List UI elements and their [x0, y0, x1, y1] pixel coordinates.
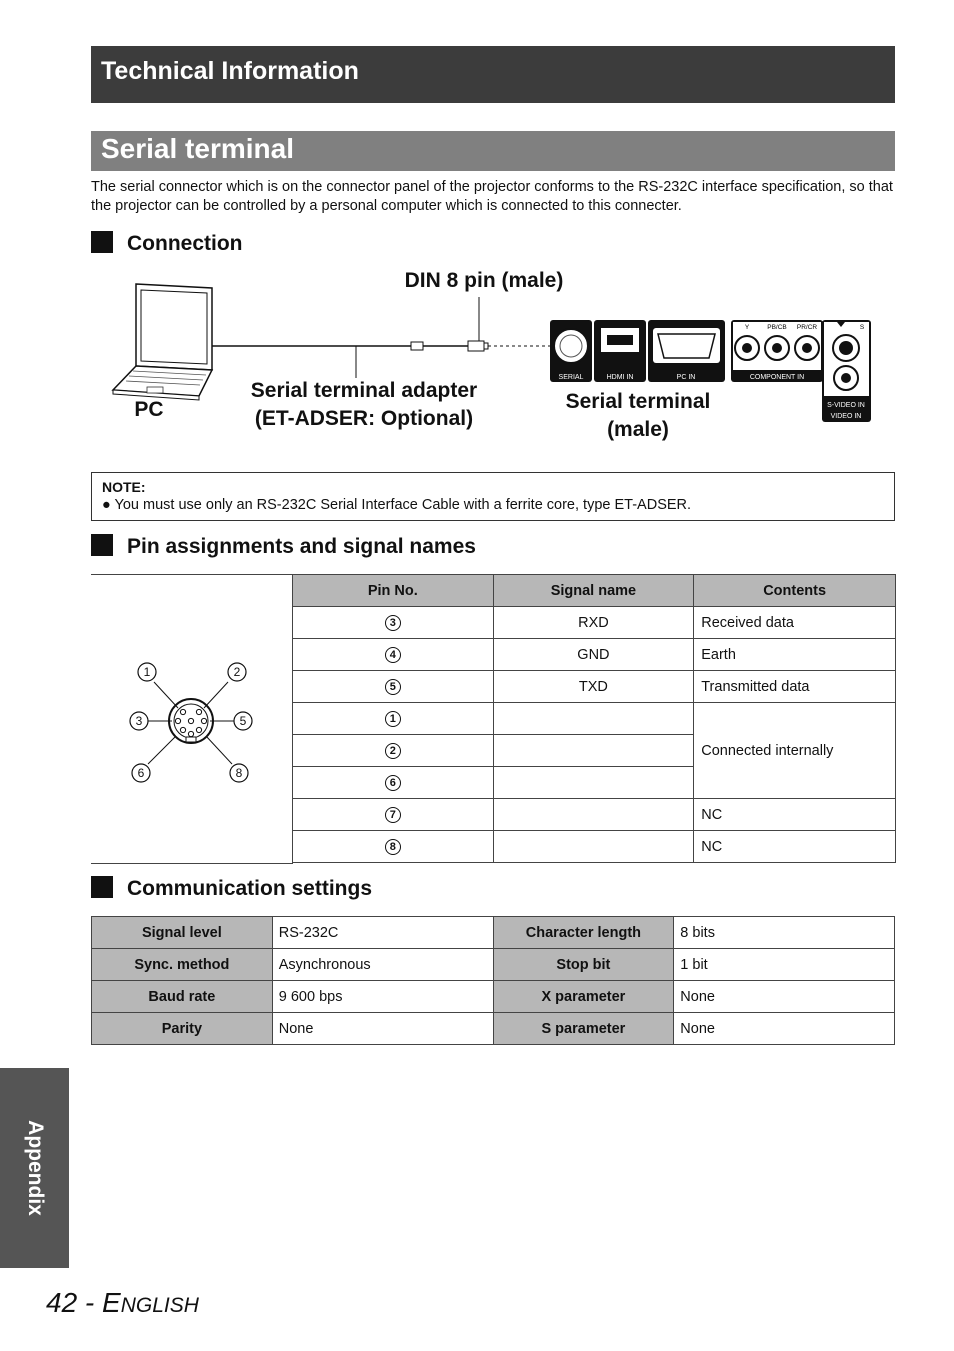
pin-contents: Received data [694, 607, 896, 639]
table-row [92, 1013, 895, 1045]
setting-value: None [674, 981, 895, 1013]
svg-text:2: 2 [233, 665, 241, 679]
pin-table [292, 574, 896, 863]
svg-text:PR/CR: PR/CR [796, 324, 818, 331]
pc-in-port [648, 320, 725, 382]
pc-in-port-label: PC IN [676, 374, 696, 381]
page-title: Serial terminal [91, 131, 895, 171]
square-bullet-icon [91, 231, 113, 253]
table-row [293, 607, 896, 639]
table-header-row [293, 575, 896, 607]
pin-contents: Earth [694, 639, 896, 671]
setting-value: 8 bits [674, 917, 895, 949]
pin-number: 8 [385, 839, 401, 855]
table-row [92, 949, 895, 981]
pin-contents: NC [694, 831, 896, 863]
page-number: 42 - ENGLISH [46, 1287, 199, 1318]
note-box [91, 472, 895, 521]
setting-value: None [674, 1013, 895, 1045]
setting-label: Parity [92, 1013, 273, 1045]
setting-label: Stop bit [493, 949, 674, 981]
connection-heading: Connection [91, 231, 243, 256]
setting-value: 1 bit [674, 949, 895, 981]
pin-number: 3 [385, 615, 401, 631]
appendix-side-tab[interactable] [0, 1068, 69, 1268]
svg-text:3: 3 [135, 714, 143, 728]
header-signal-name: Signal name [493, 575, 694, 607]
table-row [92, 981, 895, 1013]
hdmi-port [594, 320, 646, 382]
svideo-port-label: S-VIDEO IN [827, 402, 865, 409]
video-port-label: VIDEO IN [830, 413, 862, 420]
component-port-label: COMPONENT IN [749, 374, 805, 381]
pin-contents: NC [694, 799, 896, 831]
pin-contents: Connected internally [694, 703, 896, 799]
pin-number: 4 [385, 647, 401, 663]
hdmi-port-label: HDMI IN [606, 374, 634, 381]
setting-label: X parameter [493, 981, 674, 1013]
pin-number: 7 [385, 807, 401, 823]
signal-name [493, 831, 694, 863]
svg-text:1: 1 [143, 665, 151, 679]
adapter-label: Serial terminal adapter (ET-ADSER: Optional) [250, 379, 478, 430]
svideo-port [822, 320, 871, 422]
signal-name [493, 799, 694, 831]
pin-heading: Pin assignments and signal names [91, 534, 476, 559]
comm-table [91, 916, 895, 1045]
header-contents: Contents [694, 575, 896, 607]
setting-label: Sync. method [92, 949, 273, 981]
intro-paragraph: The serial connector which is on the connector panel of the projector conforms to the RS-232C interface specification, so that the projector can be controlled by a personal computer which is connected to this connecter. [91, 179, 893, 214]
divider [91, 574, 293, 575]
pc-label: PC [134, 398, 164, 421]
table-row [293, 639, 896, 671]
cable [212, 297, 551, 378]
note-text: ● You must use only an RS-232C Serial Interface Cable with a ferrite core, type ET-ADSER. [102, 497, 692, 513]
component-port [731, 320, 823, 382]
setting-label: S parameter [493, 1013, 674, 1045]
din8-pin-diagram [120, 650, 270, 800]
setting-value: 9 600 bps [272, 981, 493, 1013]
pin-number: 5 [385, 679, 401, 695]
din-label: DIN 8 pin (male) [404, 269, 564, 292]
setting-label: Baud rate [92, 981, 273, 1013]
pin-number: 2 [385, 743, 401, 759]
header-pin-no: Pin No. [293, 575, 494, 607]
svg-text:PB/CB: PB/CB [767, 324, 787, 331]
pin-number: 1 [385, 711, 401, 727]
svg-text:8: 8 [235, 766, 243, 780]
laptop-icon [113, 284, 212, 400]
comm-heading: Communication settings [91, 876, 372, 901]
serial-terminal-label: Serial terminal (male) [565, 390, 711, 441]
signal-name [493, 703, 694, 735]
side-tab-label: Appendix [23, 1120, 47, 1216]
setting-value: Asynchronous [272, 949, 493, 981]
table-row [293, 831, 896, 863]
signal-name: GND [493, 639, 694, 671]
svg-text:6: 6 [137, 766, 145, 780]
svg-text:S: S [859, 324, 865, 331]
setting-label: Character length [493, 917, 674, 949]
pin-contents: Transmitted data [694, 671, 896, 703]
serial-port [550, 320, 592, 382]
setting-value: RS-232C [272, 917, 493, 949]
setting-value: None [272, 1013, 493, 1045]
signal-name: RXD [493, 607, 694, 639]
square-bullet-icon [91, 534, 113, 556]
table-row [92, 917, 895, 949]
svg-text:Y: Y [744, 324, 750, 331]
table-row [293, 703, 896, 735]
setting-label: Signal level [92, 917, 273, 949]
svg-text:5: 5 [239, 714, 247, 728]
table-row [293, 671, 896, 703]
signal-name [493, 767, 694, 799]
pin-number: 6 [385, 775, 401, 791]
square-bullet-icon [91, 876, 113, 898]
section-header: Technical Information [91, 46, 895, 103]
serial-port-label: SERIAL [558, 374, 584, 381]
signal-name: TXD [493, 671, 694, 703]
table-row [293, 799, 896, 831]
divider [91, 863, 293, 864]
signal-name [493, 735, 694, 767]
note-title: NOTE: [102, 479, 146, 495]
